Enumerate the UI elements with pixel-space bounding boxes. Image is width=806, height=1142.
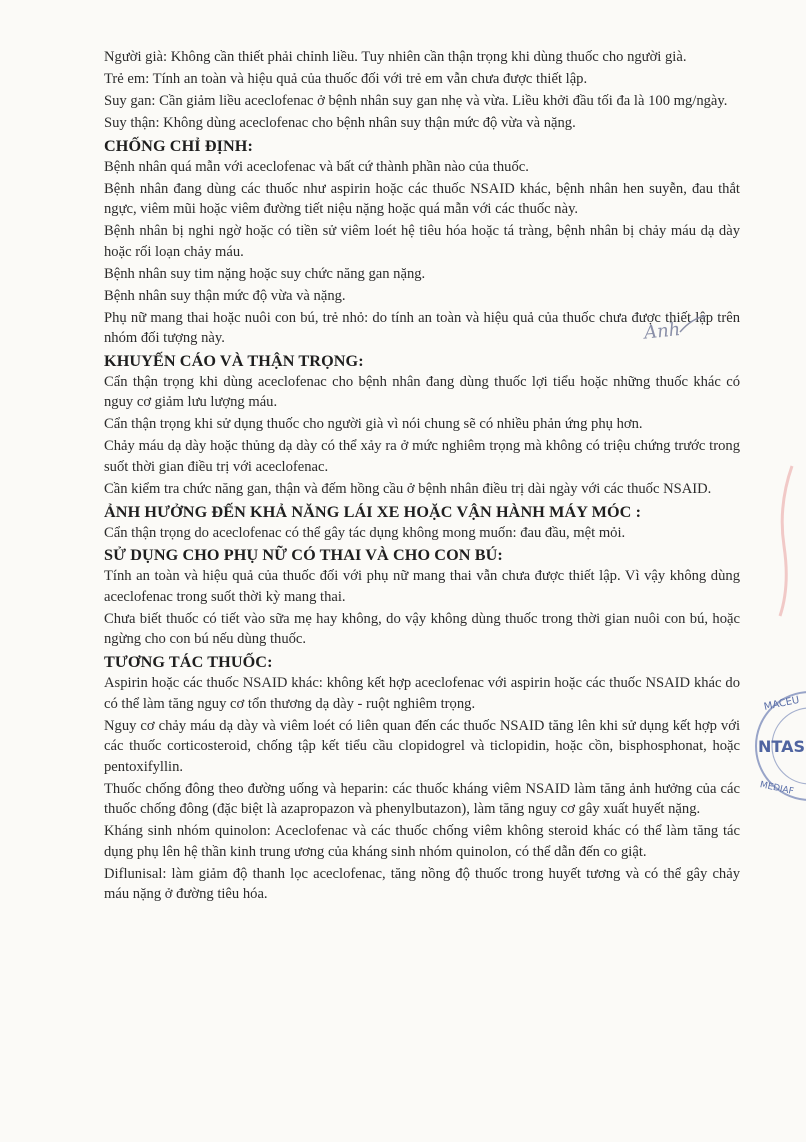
paragraph: Tính an toàn và hiệu quả của thuốc đối với phụ nữ mang thai vẫn chưa được thiết lập. Vì vậy không dùng aceclofenac trong suốt thời kỳ mang thai. (104, 568, 740, 605)
section-heading: ẢNH HƯỞNG ĐẾN KHẢ NĂNG LÁI XE HOẶC VẬN HÀNH MÁY MÓC : (104, 502, 642, 521)
stamp-text-middle: NTAS (758, 737, 805, 756)
section-heading: SỬ DỤNG CHO PHỤ NỮ CÓ THAI VÀ CHO CON BÚ: (104, 546, 503, 565)
paragraph: Bệnh nhân suy tim nặng hoặc suy chức năng gan nặng. (104, 265, 426, 282)
stamp-text-top: MACEU (762, 694, 801, 713)
paragraph: Người già: Không cần thiết phải chỉnh liều. Tuy nhiên cần thận trọng khi dùng thuốc cho người già. (104, 49, 687, 65)
section-heading: KHUYẾN CÁO VÀ THẬN TRỌNG: (104, 351, 364, 370)
paragraph: Bệnh nhân suy thận mức độ vừa và nặng. (104, 287, 346, 304)
stamp (744, 686, 806, 806)
signature (640, 310, 710, 350)
paragraph: Chảy máu dạ dày hoặc thủng dạ dày có thể xảy ra ở mức nghiêm trọng mà không có triệu chứng trước trong suốt thời gian điều trị với aceclofenac. (104, 438, 740, 475)
paragraph: Phụ nữ mang thai hoặc nuôi con bú, trẻ nhỏ: do tính an toàn và hiệu quả của thuốc chưa được thiết lập trên nhóm đối tượng này. (104, 309, 740, 347)
paragraph: Bệnh nhân đang dùng các thuốc như aspirin hoặc các thuốc NSAID khác, bệnh nhân hen suyễn, đau thắt ngực, viêm mũi hoặc viêm đường tiết niệu nặng hoặc quá mẫn với các thuốc này. (104, 180, 740, 218)
signature-text: Anh (643, 318, 682, 344)
paragraph: Cẩn thận trọng khi dùng aceclofenac cho bệnh nhân đang dùng thuốc lợi tiểu hoặc những thuốc khác có nguy cơ giảm lưu lượng máu. (104, 373, 740, 411)
paragraph: Chưa biết thuốc có tiết vào sữa mẹ hay không, do vậy không dùng thuốc trong thời gian nuôi con bú, hoặc ngừng cho con bú nếu dùng thuốc. (104, 610, 740, 648)
paragraph: Diflunisal: làm giảm độ thanh lọc aceclofenac, tăng nồng độ thuốc trong huyết tương và có thể gây chảy máu nặng ở đường tiêu hóa. (104, 865, 740, 903)
signature-stroke (680, 316, 706, 332)
paragraph: Cẩn thận trọng do aceclofenac có thể gây tác dụng không mong muốn: đau đầu, mệt mỏi. (104, 524, 626, 541)
paragraph: Suy thận: Không dùng aceclofenac cho bệnh nhân suy thận mức độ vừa và nặng. (104, 114, 576, 131)
paragraph: Cẩn thận trọng khi sử dụng thuốc cho người già vì nói chung sẽ có nhiều phản ứng phụ hơn. (104, 416, 643, 433)
paragraph: Suy gan: Cần giảm liều aceclofenac ở bệnh nhân suy gan nhẹ và vừa. Liều khởi đầu tối đa là 100 mg/ngày. (104, 92, 728, 109)
paragraph: Trẻ em: Tính an toàn và hiệu quả của thuốc đối với trẻ em vẫn chưa được thiết lập. (104, 70, 588, 87)
document-body (104, 47, 740, 906)
section-heading: CHỐNG CHỈ ĐỊNH: (104, 136, 253, 155)
paragraph: Bệnh nhân bị nghi ngờ hoặc có tiền sử viêm loét hệ tiêu hóa hoặc tá tràng, bệnh nhân bị chảy máu dạ dày hoặc rối loạn chảy máu. (104, 223, 740, 260)
paragraph: Bệnh nhân quá mẫn với aceclofenac và bất cứ thành phần nào của thuốc. (104, 158, 529, 175)
section-heading: TƯƠNG TÁC THUỐC: (104, 652, 273, 671)
paragraph: Thuốc chống đông theo đường uống và heparin: các thuốc kháng viêm NSAID làm tăng ảnh hưởng của các thuốc chống đông (đặc biệt là azapropazon và phenylbutazon), làm tăng nguy cơ gây xuất huyết nặng. (104, 780, 740, 818)
paragraph: Nguy cơ chảy máu dạ dày và viêm loét có liên quan đến các thuốc NSAID tăng lên khi sử dụng kết hợp với các thuốc corticosteroid, chống tập kết tiểu cầu clopidogrel và ticlopidin, hoặc cồn, bisphosphonat, hoặc pentoxifyllin. (104, 717, 740, 775)
paragraph: Kháng sinh nhóm quinolon: Aceclofenac và các thuốc chống viêm không steroid khác có thể làm tăng tác dụng phụ lên hệ thần kinh trung ương của kháng sinh nhóm quinolon, có thể dẫn đến co giật. (104, 823, 740, 860)
paragraph: Aspirin hoặc các thuốc NSAID khác: không kết hợp aceclofenac với aspirin hoặc các thuốc NSAID khác do có thể làm tăng nguy cơ tổn thương dạ dày - ruột nghiêm trọng. (104, 674, 740, 712)
red-mark-stroke (780, 466, 792, 616)
stamp-text-bottom: MEDIAF (758, 780, 795, 798)
paragraph: Cần kiểm tra chức năng gan, thận và đếm hồng cầu ở bệnh nhân điều trị dài ngày với các thuốc NSAID. (104, 480, 712, 497)
red-mark (770, 466, 800, 616)
